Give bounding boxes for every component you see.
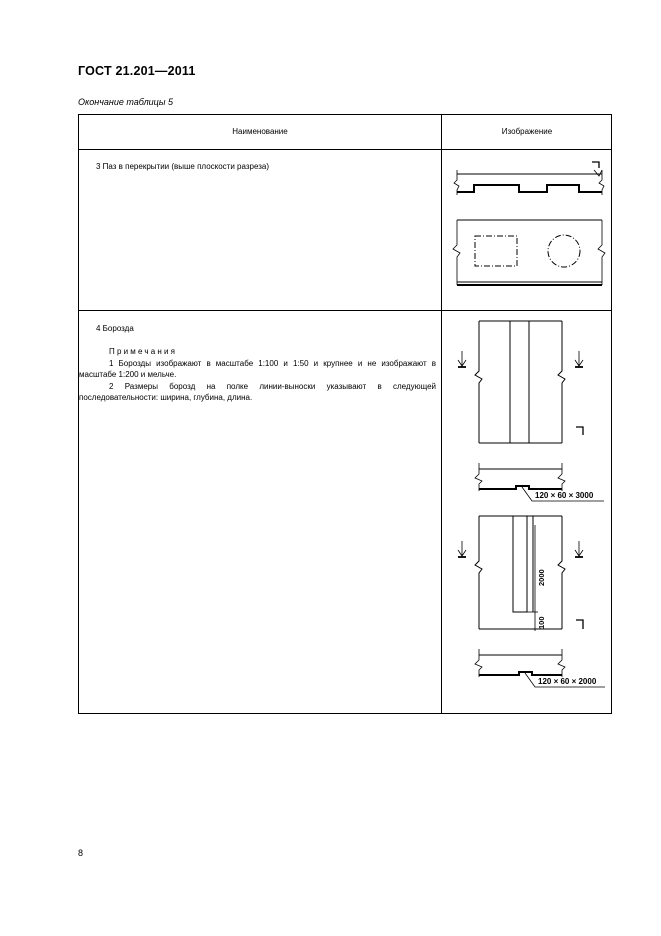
column-header-name: Наименование xyxy=(232,127,288,136)
slot-drawing xyxy=(442,150,612,310)
groove-plan-2 xyxy=(458,516,583,631)
section-1-label: 120 × 60 × 3000 xyxy=(535,491,594,500)
row-4-image xyxy=(442,311,612,714)
section-arrow xyxy=(594,170,602,176)
groove-drawing xyxy=(442,311,612,714)
section-2-label: 120 × 60 × 2000 xyxy=(538,677,597,686)
document-code: ГОСТ 21.201—2011 xyxy=(78,64,196,78)
table-5 xyxy=(78,114,612,714)
rect-slot xyxy=(475,236,517,266)
row-3-image xyxy=(442,150,612,310)
row-4-notes xyxy=(79,346,436,404)
notes-title: Примечания xyxy=(109,347,178,356)
dim-length-label: 2000 xyxy=(537,569,546,586)
plan-break-left xyxy=(453,220,460,285)
round-slot xyxy=(548,235,580,267)
page-number: 8 xyxy=(78,848,84,858)
dim-offset-label: 100 xyxy=(537,616,546,629)
table-caption: Окончание таблицы 5 xyxy=(78,97,173,107)
section-mark xyxy=(592,162,599,168)
note-2: 2 Размеры борозд на полке линии-выноски указывают в следующей последовательности: ширина, глубина, длина. xyxy=(79,381,436,402)
groove-plan-1 xyxy=(458,321,583,443)
column-header-image: Изображение xyxy=(501,127,553,136)
plan-break-right xyxy=(598,220,605,285)
section-groove-line xyxy=(457,185,602,192)
row-4-name: 4 Борозда xyxy=(96,324,134,333)
row-3-name: 3 Паз в перекрытии (выше плоскости разреза) xyxy=(96,162,270,171)
note-1: 1 Борозды изображают в масштабе 1:100 и 1:50 и крупнее и не изображают в масштабе 1:200 и мельче. xyxy=(79,358,436,379)
